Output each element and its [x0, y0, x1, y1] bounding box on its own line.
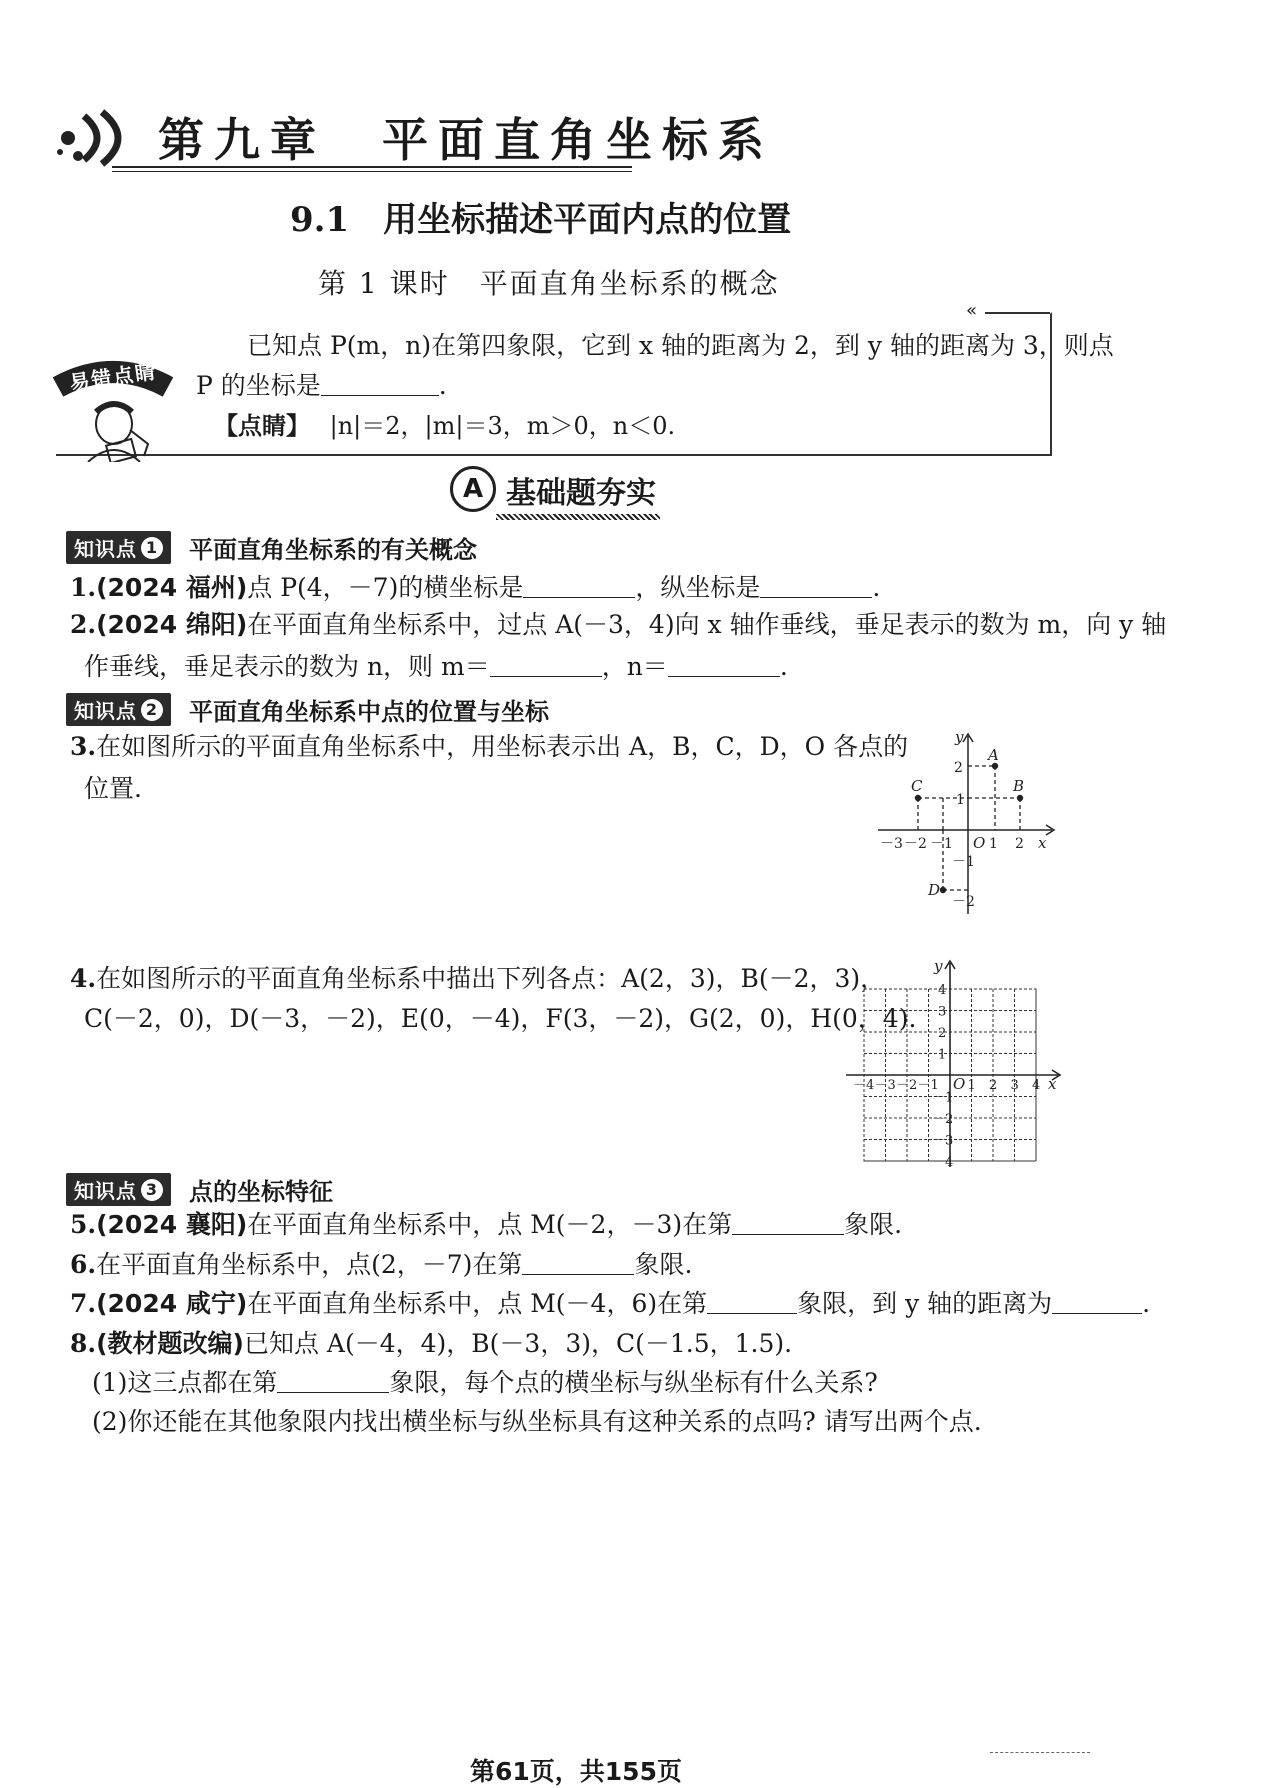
knowledge-point-2 — [66, 692, 549, 727]
double-chevron-left-icon: « — [966, 300, 978, 321]
question-8-part-2: (2)你还能在其他象限内找出横坐标与纵坐标具有这种关系的点吗? 请写出两个点. — [92, 1407, 982, 1436]
fig2-x-tick-label: 2 — [989, 1078, 998, 1093]
tip-hint — [214, 406, 675, 441]
kp2-tag: 知识点 2 — [66, 693, 171, 726]
fig2-y-tick-label: －3 — [932, 1133, 954, 1149]
q2-blank-m[interactable] — [490, 650, 602, 677]
level-title: 基础题夯实 — [506, 476, 656, 511]
fig1-tick-yn1: －1 — [952, 854, 975, 870]
fig2-y-tick-label: 4 — [938, 983, 947, 998]
fig1-label-b: B — [1013, 777, 1025, 795]
fig1-label-c: C — [911, 777, 923, 795]
question-7: 7.(2024 咸宁)在平面直角坐标系中，点 M(－4，6)在第 象限，到 y 轴的距离为 . — [70, 1289, 1151, 1318]
fig1-tick-y2: 2 — [954, 760, 963, 776]
fig2-y-tick-label: －2 — [932, 1112, 954, 1127]
lesson-title: 第 1 课时 平面直角坐标系的概念 — [318, 267, 780, 300]
section-title: 9.1 用坐标描述平面内点的位置 — [290, 200, 792, 240]
question-4-line2: C(－2，0)，D(－3，－2)，E(0，－4)，F(3，－2)，G(2，0)，H(0，4). — [84, 1004, 917, 1033]
question-3: 3.在如图所示的平面直角坐标系中，用坐标表示出 A，B，C，D，O 各点的 — [70, 732, 909, 761]
fig1-point-b — [1017, 795, 1023, 801]
knowledge-point-3 — [66, 1172, 333, 1207]
q1-blank-1[interactable] — [523, 571, 635, 598]
q6-blank[interactable] — [522, 1248, 634, 1275]
tip-text-line2-prefix: P 的坐标是 — [196, 371, 321, 400]
tip-text-line2: P 的坐标是 . — [196, 371, 447, 400]
fig2-x-tick-label: －2 — [896, 1078, 918, 1093]
q8-blank[interactable] — [277, 1366, 389, 1393]
kp3-tag: 知识点 3 — [66, 1173, 171, 1206]
question-2-line2: 作垂线，垂足表示的数为 n，则 m＝ ，n＝ . — [84, 652, 788, 681]
figure-2-coordinate-grid — [842, 955, 1070, 1169]
figure-1-coordinate-plane — [874, 724, 1064, 924]
fig2-x-tick-label: －3 — [874, 1078, 896, 1093]
kp3-title: 点的坐标特征 — [189, 1178, 333, 1206]
fig1-label-d: D — [928, 881, 941, 899]
fig2-x-tick-label: －4 — [853, 1078, 875, 1093]
fig2-y-label: y — [934, 957, 943, 975]
q5-blank[interactable] — [732, 1208, 844, 1235]
question-8: 8.(教材题改编)已知点 A(－4，4)，B(－3，3)，C(－1.5，1.5). — [70, 1329, 793, 1358]
fig1-tick-p2: 2 — [1015, 836, 1024, 852]
fig2-y-tick-label: 2 — [938, 1026, 947, 1041]
question-8-part-1: (1)这三点都在第 象限，每个点的横坐标与纵坐标有什么关系? — [92, 1368, 878, 1397]
q1-blank-2[interactable] — [760, 571, 872, 598]
tip-hint-label: 【点睛】 — [214, 412, 310, 440]
footer-rule — [990, 1752, 1090, 1753]
fig1-point-d — [940, 887, 946, 893]
question-5: 5.(2024 襄阳)在平面直角坐标系中，点 M(－2，－3)在第 象限. — [70, 1210, 903, 1239]
chapter-title: 第九章 平面直角坐标系 — [158, 113, 774, 167]
chapter-underline — [112, 166, 632, 172]
fig1-origin-label: O — [973, 834, 986, 852]
chapter-logo-icon — [50, 108, 140, 168]
fig1-tick-p1: 1 — [989, 836, 998, 852]
fig1-tick-n3: －3 — [880, 836, 903, 852]
fig1-tick-n1: －1 — [930, 836, 953, 852]
question-2: 2.(2024 绵阳)在平面直角坐标系中，过点 A(－3，4)向 x 轴作垂线，垂足表示的数为 m，向 y 轴 — [70, 610, 1167, 639]
tip-answer-blank[interactable] — [321, 369, 439, 396]
tip-hint-text: |n|＝2，|m|＝3，m＞0，n＜0. — [329, 412, 676, 440]
fig1-label-a: A — [988, 746, 999, 764]
fig2-y-tick-label: 3 — [938, 1004, 947, 1020]
level-underline — [496, 514, 660, 520]
fig2-y-tick-label: 1 — [938, 1047, 947, 1063]
q7-blank-1[interactable] — [707, 1287, 797, 1314]
kp1-title: 平面直角坐标系的有关概念 — [189, 536, 477, 564]
fig2-x-tick-label: 4 — [1032, 1078, 1041, 1093]
fig1-tick-n2: －2 — [904, 836, 927, 852]
q2-blank-n[interactable] — [668, 650, 780, 677]
question-3-line2: 位置. — [84, 774, 142, 803]
question-1: 1.(2024 福州)点 P(4，－7)的横坐标是 ，纵坐标是 . — [70, 573, 881, 602]
page-number: 第61页，共155页 — [470, 1757, 682, 1786]
kp2-title: 平面直角坐标系中点的位置与坐标 — [189, 698, 549, 726]
fig1-tick-yn2: －2 — [952, 894, 975, 910]
fig1-tick-y1: 1 — [956, 792, 965, 808]
fig1-point-c — [915, 795, 921, 801]
fig1-x-label: x — [1038, 834, 1047, 852]
question-4: 4.在如图所示的平面直角坐标系中描出下列各点：A(2，3)，B(－2，3)， — [70, 964, 886, 993]
question-6: 6.在平面直角坐标系中，点(2，－7)在第 象限. — [70, 1250, 693, 1279]
fig1-y-label: y — [955, 728, 964, 746]
tip-box-topline — [985, 312, 1050, 314]
q7-blank-2[interactable] — [1052, 1287, 1142, 1314]
fig2-x-tick-label: 1 — [967, 1078, 976, 1093]
fig2-x-tick-label: 3 — [1010, 1078, 1019, 1093]
tip-badge-label: 易错点睛 — [67, 358, 159, 395]
tip-text-line1: 已知点 P(m，n)在第四象限，它到 x 轴的距离为 2，到 y 轴的距离为 3，则点 — [247, 331, 1114, 360]
fig2-x-tick-label: －1 — [917, 1078, 939, 1093]
fig2-y-tick-label: －1 — [932, 1090, 954, 1106]
kp1-tag: 知识点 1 — [66, 531, 171, 564]
fig2-origin-label: O — [953, 1075, 966, 1093]
fig2-y-tick-label: －4 — [932, 1155, 954, 1169]
level-badge-icon — [450, 466, 496, 512]
fig2-x-label: x — [1048, 1075, 1057, 1093]
level-letter: A — [462, 474, 484, 504]
knowledge-point-1 — [66, 530, 477, 565]
